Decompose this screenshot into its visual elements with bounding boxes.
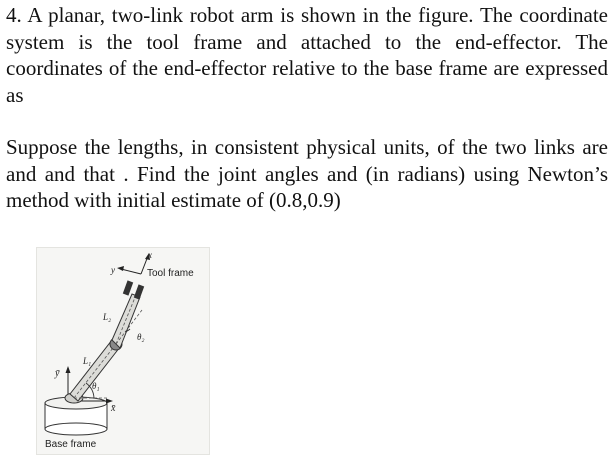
link-2	[112, 294, 140, 348]
problem-paragraph-2: Suppose the lengths, in consistent physical units, of the two links are and and that . Find the joint angles and (in radians) using Newton’s method with initial estimate of (0.8,0.9)	[6, 135, 608, 212]
link-1-label: L₁	[83, 356, 92, 366]
base-x-label: x̄	[111, 403, 116, 414]
theta-1-label: θ₁	[92, 381, 100, 391]
tool-frame-axes	[117, 253, 150, 274]
problem-paragraph-1: 4. A planar, two-link robot arm is shown in the figure. The coordinate system is the tool frame and attached to the end-effector. The coordinates of the end-effector relative to the base frame are expressed as	[6, 3, 608, 107]
base-y-label: ȳ	[55, 368, 60, 379]
base-frame-label: Base frame	[45, 439, 97, 450]
tool-frame-label: Tool frame	[147, 268, 194, 279]
robot-arm-diagram	[37, 248, 209, 454]
tool-x-label: x	[148, 250, 152, 260]
problem-statement	[6, 2, 608, 214]
link-2-label: L₂	[103, 312, 112, 322]
tool-y-label: y	[111, 265, 115, 275]
robot-arm-figure	[36, 247, 210, 455]
theta-2-label: θ₂	[137, 332, 145, 342]
